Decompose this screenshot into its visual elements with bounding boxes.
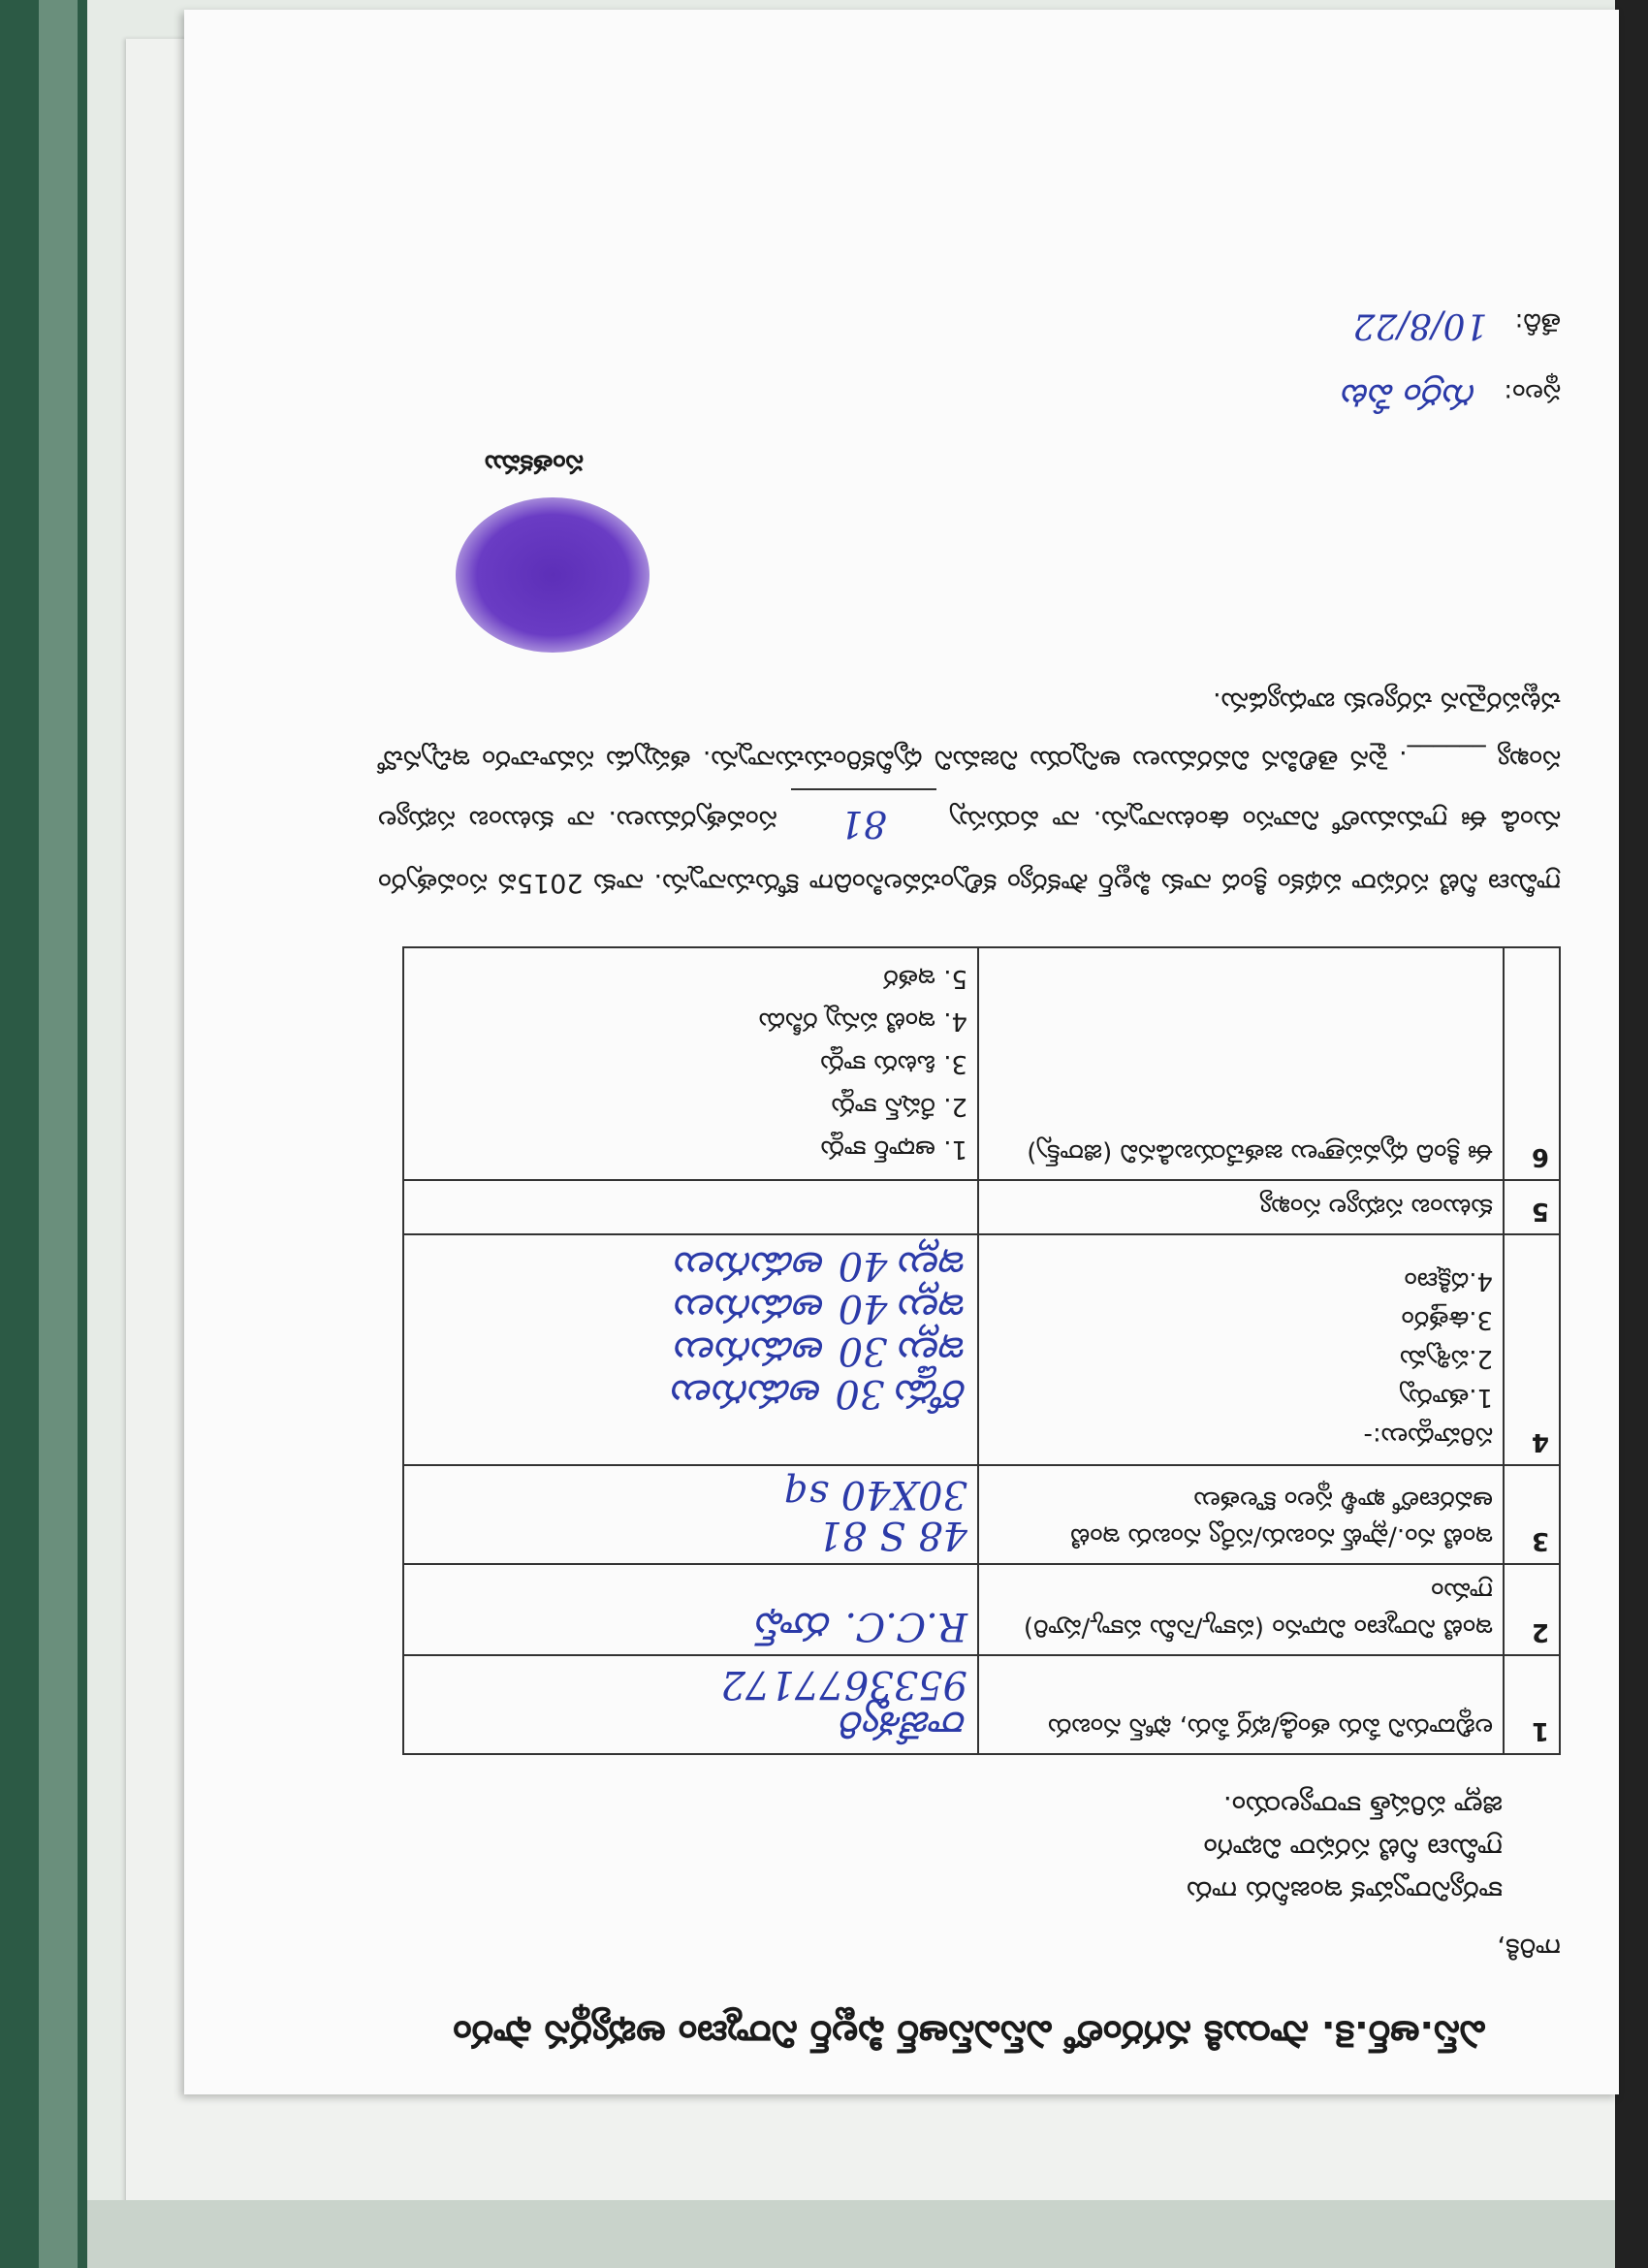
date-value: 10/8/22 <box>1352 305 1488 345</box>
plot-number: 48 S 81 <box>817 1513 967 1557</box>
row-label: ఈ క్రింది ధృవపత్రాలు జతచేయబడినవి (జిరాక్స్) <box>978 947 1504 1180</box>
form-page <box>184 10 1619 2094</box>
row-number: 6 <box>1504 947 1560 1180</box>
place-label: స్థలం: <box>1504 378 1561 407</box>
document-item: 1. ఆధార్ కార్డు <box>820 1134 967 1164</box>
row-label: కుటుంబ సభ్యుల సంఖ్య <box>978 1180 1504 1234</box>
row-value <box>403 1180 978 1234</box>
boundaries-label: సరిహద్దులు:- <box>1363 1421 1493 1451</box>
signature-block <box>378 430 1561 662</box>
scanner-edge <box>1615 0 1648 2268</box>
declaration-text-pre: గ్రామీణ నీటి సరఫరా పథకం క్రింద నాకు ఫిల్టర్ సౌకర్యం కల్పించవలసిందిగా కోరుచున్నాను. నాకు 2015వ సంవత్సరం నుండి ఈ గ్రామములో నివాసం ఉంటున్నాను. నా వయస్సు <box>378 805 1561 898</box>
date-line <box>378 288 1561 359</box>
declaration-paragraph <box>378 672 1561 911</box>
date-label: తేదీ: <box>1514 307 1561 336</box>
address-line: గ్రామీణ నీటి సరఫరా విభాగం <box>1203 1833 1503 1865</box>
row-value <box>403 1234 978 1465</box>
house-type: R.C.C. రూఫ్ <box>757 1604 967 1648</box>
boundary-east-label: 1.తూర్పు <box>1399 1383 1493 1412</box>
document-item: 3. ఓటరు కార్డు <box>820 1049 967 1078</box>
place-value: గుర్రం పేట <box>1343 376 1477 416</box>
details-table <box>402 946 1561 1755</box>
row-value <box>403 1465 978 1564</box>
table-row <box>403 1234 1560 1465</box>
table-row <box>403 1564 1560 1655</box>
place-date-block <box>378 288 1561 430</box>
folder-strip <box>39 0 78 2268</box>
beneficiary-name: రాజేశ్వరి <box>841 1703 967 1747</box>
spacer <box>414 1416 967 1454</box>
plot-size: 30X40 sq <box>783 1472 967 1517</box>
row-label: ఇంటి నం./ప్లాట్ నంబరు/సర్వే నంబరు ఇంటి ఆవరణలో ఖాళీ స్థలం కొలతలు <box>978 1465 1504 1564</box>
boundary-south-label: 4.దక్షిణం <box>1404 1266 1493 1295</box>
form-content <box>378 288 1561 2056</box>
row-number: 5 <box>1504 1180 1560 1234</box>
boundary-east-value: రోడ్డు 30 అడుగులు <box>672 1371 967 1416</box>
to-label: గారికి, <box>1497 1933 1561 1965</box>
bottom-paper-strip <box>87 2200 1615 2268</box>
declaration-text-post: సంవత్సరములు. నా కుటుంబ సభ్యుల సంఖ్య ______. పైన తెలిపిన వివరములు అన్నియు నిజమని ధృవీకరించుచున్నాను. తప్పుడు సమాచారం ఇచ్చినచో చట్టపరమైన చర్యలకు బాధ్యుడను. <box>378 687 1561 835</box>
address-line: కార్యనిర్వాహక ఇంజనీరు గారు <box>1187 1875 1503 1907</box>
row-number: 2 <box>1504 1564 1560 1655</box>
boundary-west-label: 2.పశ్చిమ <box>1399 1344 1493 1373</box>
address-block <box>378 1784 1503 1912</box>
document-item: 4. ఇంటి పన్ను రసీదు <box>758 1006 967 1036</box>
phone-number: 9533677172 <box>720 1662 967 1707</box>
place-line <box>378 359 1561 430</box>
rotated-content <box>184 10 1619 2094</box>
document-item: 2. రేషన్ కార్డు <box>831 1092 967 1121</box>
table-row <box>403 1180 1560 1234</box>
table-row <box>403 947 1560 1180</box>
row-label <box>978 1234 1504 1465</box>
row-label: ఇంటి నిర్మాణం విధానం (పక్కా/సెమీ పక్కా/పూరి) గ్రామం <box>978 1564 1504 1655</box>
boundary-north-label: 3.ఉత్తరం <box>1401 1305 1493 1334</box>
address-line: జిల్లా పరిషత్ కార్యాలయం. <box>1222 1790 1503 1822</box>
signature-label: సంతకము <box>485 449 584 478</box>
boundary-south-value: ఇల్లు 40 అడుగులు <box>676 1243 967 1288</box>
boundary-north-value: ఇల్లు 40 అడుగులు <box>676 1286 967 1330</box>
table-row <box>403 1655 1560 1754</box>
boundary-west-value: ఇల్లు 30 అడుగులు <box>676 1328 967 1373</box>
row-number: 1 <box>1504 1655 1560 1754</box>
row-value <box>403 947 978 1180</box>
row-label: లబ్ధిదారుని పేరు తండ్రి/భర్త పేరు, ఫోన్ నంబరు <box>978 1655 1504 1754</box>
form-heading: ఎస్.ఆర్.కె. సాయికి నగరంలో ఎస్ఎస్ఆర్ ఫిల్టర్ నిర్మాణం అభ్యర్థన ఫారం <box>453 2013 1486 2056</box>
row-value <box>403 1655 978 1754</box>
row-number: 4 <box>1504 1234 1560 1465</box>
document-item: 5. ఇతర <box>883 964 967 993</box>
age-value: 81 <box>840 803 887 846</box>
table-row <box>403 1465 1560 1564</box>
age-blank <box>791 788 936 853</box>
row-number: 3 <box>1504 1465 1560 1564</box>
row-value <box>403 1564 978 1655</box>
thumbprint <box>456 497 650 653</box>
